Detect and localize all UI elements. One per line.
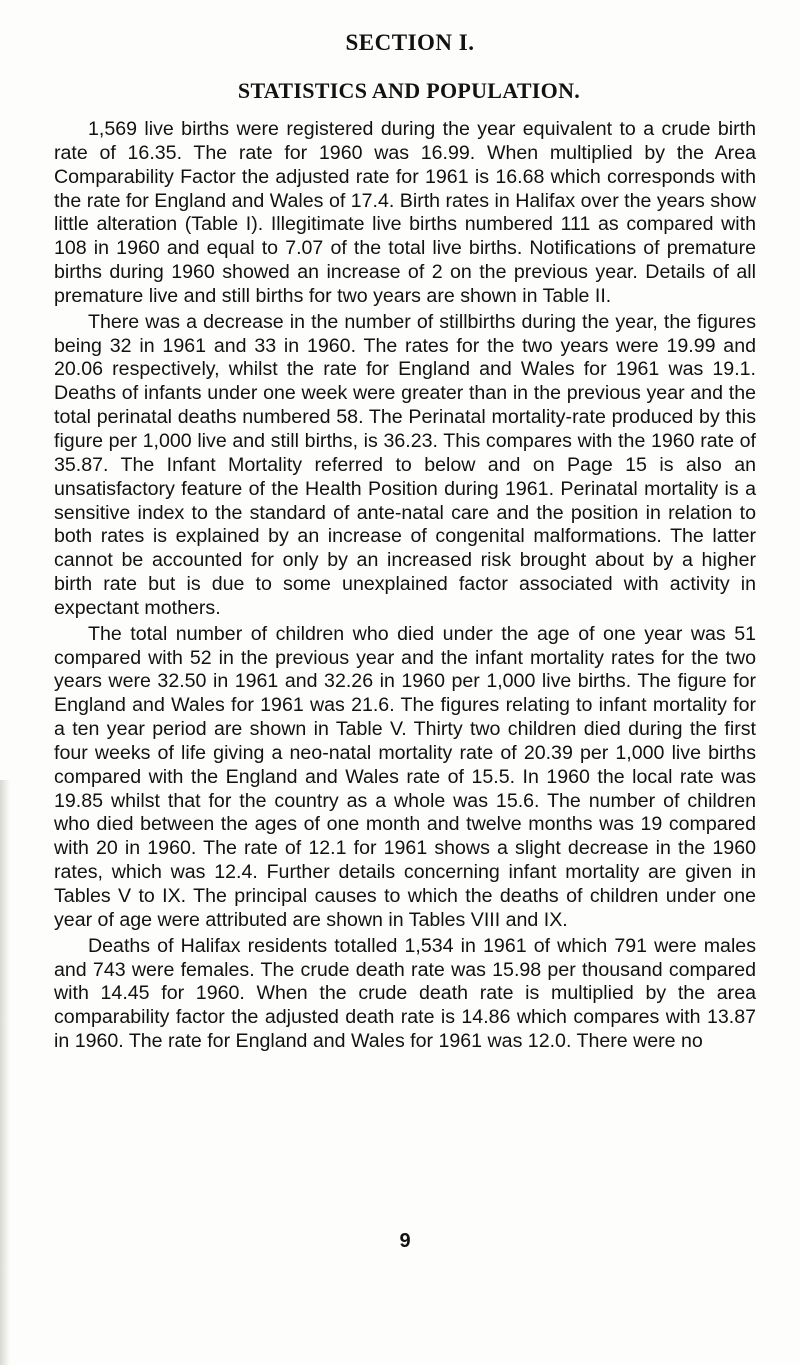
body-text bbox=[54, 118, 756, 1054]
document-page bbox=[54, 30, 756, 1330]
paragraph-stillbirths: There was a decrease in the number of stillbirths during the year, the figures being 32 in 1961 and 33 in 1960. The rates for the two years were 19.99 and 20.06 respectively, whilst the rate for England and Wales for 1961 was 19.1. Deaths of infants under one week were greater than in the previous year and the total perinatal deaths numbered 58. The Perinatal mortality-rate produced by this figure per 1,000 live and still births, is 36.23. This compares with the 1960 rate of 35.87. The Infant Mortality referred to below and on Page 15 is also an unsatisfactory feature of the Health Position during 1961. Perinatal mortality is a sensitive index to the standard of ante-natal care and the position in relation to both rates is explained by an increase of congenital malformations. The latter cannot be accounted for only by an increased risk brought about by a higher birth rate but is due to some unexplained factor associated with activity in expectant mothers. bbox=[54, 310, 756, 619]
page-title: STATISTICS AND POPULATION. bbox=[237, 78, 581, 103]
paragraph-deaths: Deaths of Halifax residents totalled 1,534 in 1961 of which 791 were males and 743 were females. The crude death rate was 15.98 per thousand compared with 14.45 for 1960. When the crude death rate is multiplied by the area comparability factor the adjusted death rate is 14.86 which compares with 13.87 in 1960. The rate for England and Wales for 1961 was 12.0. There were no bbox=[54, 934, 756, 1053]
page-binding-shadow bbox=[0, 780, 10, 1365]
section-heading: SECTION I. bbox=[345, 30, 475, 55]
page-number: 9 bbox=[399, 1230, 411, 1252]
paragraph-infant-mortality: The total number of children who died under the age of one year was 51 compared with 52 in the previous year and the infant mortality rates for the two years were 32.50 in 1961 and 32.26 in 1960 per 1,000 live births. The figure for England and Wales for 1961 was 21.6. The figures relating to infant mortality for a ten year period are shown in Table V. Thirty two children died during the first four weeks of life giving a neo-natal mortality rate of 20.39 per 1,000 live births compared with the England and Wales rate of 15.5. In 1960 the local rate was 19.85 whilst that for the country as a whole was 15.6. The number of children who died between the ages of one month and twelve months was 19 compared with 20 in 1960. The rate of 12.1 for 1961 shows a slight decrease in the 1960 rates, which was 12.4. Further details concerning infant mortality are given in Tables V to IX. The principal causes to which the deaths of children under one year of age were attributed are shown in Tables VIII and IX. bbox=[54, 622, 756, 931]
paragraph-births: 1,569 live births were registered during the year equivalent to a crude birth rate of 16.35. The rate for 1960 was 16.99. When multiplied by the Area Comparability Factor the adjusted rate for 1961 is 16.68 which corresponds with the rate for England and Wales of 17.4. Birth rates in Halifax over the years show little alteration (Table I). Illegitimate live births numbered 111 as compared with 108 in 1960 and equal to 7.07 of the total live births. Notifications of premature births during 1960 showed an increase of 2 on the previous year. Details of all premature live and still births for two years are shown in Table II. bbox=[54, 118, 756, 307]
